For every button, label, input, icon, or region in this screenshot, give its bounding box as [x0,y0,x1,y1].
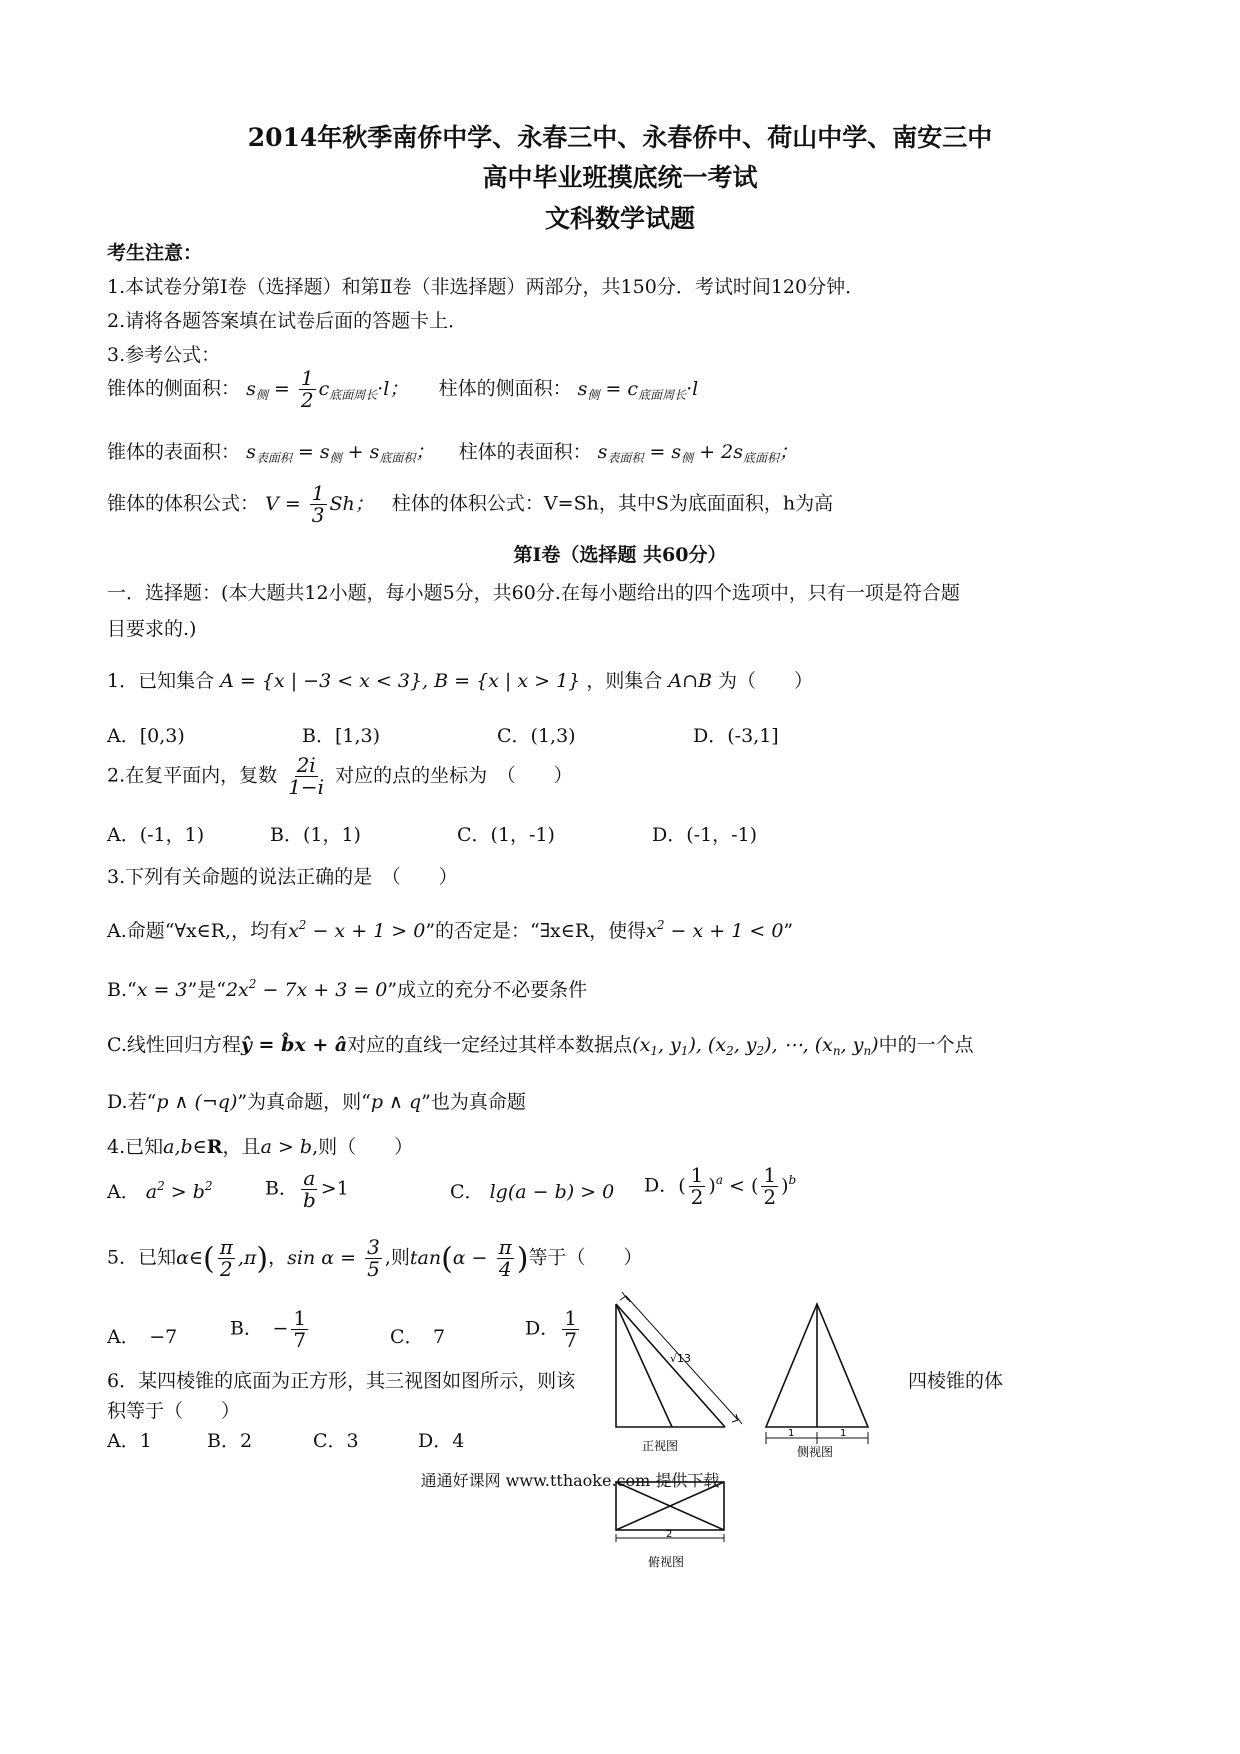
q3-c-regression: ŷ = b̂x + â [240,1034,348,1056]
q4-cond2: a > b [260,1136,313,1158]
q5-b-frac: $\frac{1}{7}$ [293,1306,307,1352]
q3-a-mid: ”的否定是：“∃x∈R，使得 [425,920,647,942]
three-view-figure [600,1290,900,1754]
q3-d-pre: D.若“ [107,1091,157,1113]
q1-prefix: 1．已知集合 [107,670,215,692]
q2-prefix: 2.在复平面内，复数 [107,764,278,787]
formula-cone-lateral-label: 锥体的侧面积： [107,377,241,400]
q4-option-c [450,1177,614,1204]
q3-c-end: 中的一个点 [878,1034,974,1056]
q4-end: ,则（ ） [312,1136,414,1158]
formula-line-3 [107,483,833,526]
q5-option-c: C． 7 [390,1326,446,1348]
exam-title-line3: 文科数学试题 [544,204,695,233]
q4-option-a [107,1177,213,1204]
q5-b-label: B． − [230,1317,289,1340]
q1-option-b: B．[1,3) [302,725,381,747]
side-view-dim-left: 1 [788,1428,795,1439]
q4-b-label: B． [265,1177,298,1200]
section-title: 第Ⅰ卷（选择题 共60分） [513,544,727,566]
q4-b-rest: >1 [320,1177,349,1200]
q1-intersection: A∩B [668,670,712,692]
question-6-line2: 积等于（ ） [107,1400,241,1422]
q5-option-b [230,1308,311,1351]
q4-mid: ，且 [222,1136,261,1158]
top-view-label: 俯视图 [648,1555,685,1569]
q3-b-expr1: x = 3 [136,979,188,1001]
q3-option-b [107,975,587,1002]
front-view-sqrt13: √13 [670,1352,692,1365]
q2-option-c: C．(1，-1) [457,824,555,846]
q6-option-d: D．4 [418,1430,465,1452]
q3-option-d [107,1087,526,1114]
q6-option-b: B．2 [207,1430,253,1452]
q2-option-b: B．(1，1) [270,824,361,846]
q5-mid: ， [268,1246,288,1269]
formula-prism-lateral: $s_侧 = c_{底面周长}\cdot l$ [577,377,699,402]
question-6-line1: 6．某四棱锥的底面为正方形，其三视图如图所示，则该 [107,1370,576,1392]
q3-d-expr1: p ∧ (¬q) [156,1091,238,1113]
q3-a-pre: A.命题“∀x∈R,，均有 [107,920,289,942]
q4-d-expr: ( $\frac{1}{2}$ )$^a$ < ( $\frac{1}{2}$ )$^b$ [678,1163,797,1209]
q3-d-mid: ”为真命题，则“ [237,1091,371,1113]
q3-b-mid: ”是“ [187,979,226,1001]
q4-cond1: a,b∈R [163,1136,223,1158]
front-view-label: 正视图 [642,1439,679,1453]
formula-cone-surface: $s_{表面积} = s_侧 + s_{底面积}$； [246,441,435,465]
q5-alpha-range: α∈( $\frac{\pi}{2}$ ,π) [176,1235,269,1281]
question-3-stem: 3.下列有关命题的说法正确的是 （ ） [107,866,458,888]
exam-title-line2: 高中毕业班摸底统一考试 [482,163,758,192]
q2-suffix: 对应的点的坐标为 （ ） [335,764,573,787]
q5-end: 等于（ ） [528,1246,643,1269]
q2-option-a: A．(-1，1) [107,824,205,846]
side-view-dim-right: 1 [840,1428,847,1439]
q3-d-end: ”也为真命题 [421,1091,526,1113]
q4-prefix: 4.已知 [107,1136,164,1158]
question-5-stem [107,1237,643,1280]
q4-option-d [644,1165,796,1208]
notice-item-1: 1.本试卷分第Ⅰ卷（选择题）和第Ⅱ卷（非选择题）两部分，共150分．考试时间120分钟． [107,276,865,298]
q6-option-c: C．3 [313,1430,359,1452]
exam-title-line1: 2014年秋季南侨中学、永春三中、永春侨中、荷山中学、南安三中 [247,123,993,152]
q2-option-d: D．(-1，-1) [652,824,758,846]
notice-title: 考生注意： [107,242,203,264]
question-1-stem [107,666,813,693]
q5-d-label: D． [525,1317,560,1340]
notice-item-3: 3.参考公式： [107,344,221,366]
formula-prism-surface: $s_{表面积} = s_侧 + 2s_{底面积}$； [597,441,799,465]
q1-option-a: A．[0,3) [107,725,185,747]
q5-tan: tan(α − $\frac{\pi}{4}$ ) [409,1235,529,1281]
formula-cone-lateral: $s_侧$ = $\frac{1}{2}$ $c_{底面周长}\cdot l$； [246,366,409,412]
q5-sin: sin α = $\frac{3}{5}$ [287,1235,380,1281]
q1-suffix: ，则集合 [586,670,663,692]
q4-a-expr: $a^2 > b^2$ [139,1179,213,1203]
q3-option-a [107,916,793,943]
q3-c-mid: 对应的直线一定经过其样本数据点 [347,1034,633,1056]
q5-d-frac: $\frac{1}{7}$ [564,1306,577,1352]
q3-b-pre: B.“ [107,979,137,1001]
side-view [766,1304,868,1444]
q3-a-end: ” [783,920,794,942]
notice-item-2: 2.请将各题答案填在试卷后面的答题卡上． [107,310,468,332]
formula-cone-volume-label: 锥体的体积公式： [107,492,260,515]
q5-option-a: A． −7 [107,1326,178,1348]
q2-complex-fraction: $\frac{2i}{1-i}$ [288,753,325,799]
section-intro-line2: 目要求的.) [107,618,197,640]
q1-sets: A = {x | −3 < x < 3}, B = {x | x > 1} [220,670,581,692]
question-2-stem [107,755,573,798]
question-6-line1b: 四棱锥的体 [908,1370,1004,1392]
q4-d-label: D． [644,1174,679,1197]
formula-cone-surface-label: 锥体的表面积： [107,441,241,463]
q4-a-label: A． [107,1181,140,1203]
q3-b-expr2: $2x^2 - 7x + 3 = 0$ [225,977,388,1001]
q4-option-b [265,1168,349,1211]
formula-prism-lateral-label: 柱体的侧面积： [438,377,572,400]
footer-source: 通通好课网 www.tthaoke.com 提供下载 [420,1471,720,1490]
q1-option-d: D．(-3,1] [693,725,779,747]
q1-option-c: C．(1,3) [497,725,576,747]
q6-option-a: A．1 [107,1430,152,1452]
formula-prism-volume: 柱体的体积公式：V=Sh，其中S为底面面积，h为高 [391,492,834,515]
q3-b-end: ”成立的充分不必要条件 [387,979,588,1001]
q3-a-expr2: $x^2 - x + 1 < 0$ [646,918,784,942]
q4-c-label: C． [450,1181,484,1203]
q4-c-expr: lg(a − b) > 0 [483,1181,615,1203]
formula-line-1 [107,368,698,411]
formula-prism-surface-label: 柱体的表面积： [458,441,592,463]
question-4-stem [107,1132,413,1159]
q3-c-points: ($x_1$, $y_1$), ($x_2$, $y_2$), ⋯, ($x_n$, $y_n$) [632,1034,879,1058]
q3-d-expr2: p ∧ q [370,1091,422,1113]
q3-option-c [107,1030,974,1058]
q3-a-expr1: $x^2 - x + 1 > 0$ [288,918,426,942]
section-intro-line1: 一．选择题：(本大题共12小题，每小题5分，共60分.在每小题给出的四个选项中，只有一项是符合题 [107,582,960,604]
formula-line-2 [107,437,798,466]
q5-mid2: ,则 [384,1246,410,1269]
q5-option-d [525,1308,582,1351]
formula-cone-volume: V = $\frac{1}{3}$ Sh； [265,481,374,527]
top-view-dim: 2 [666,1529,673,1540]
q1-end: 为（ ） [718,670,814,692]
q5-prefix: 5．已知 [107,1246,177,1269]
q4-b-frac: $\frac{a}{b}$ [302,1166,316,1212]
q3-c-pre: C.线性回归方程 [107,1034,241,1056]
side-view-label: 侧视图 [797,1445,834,1459]
